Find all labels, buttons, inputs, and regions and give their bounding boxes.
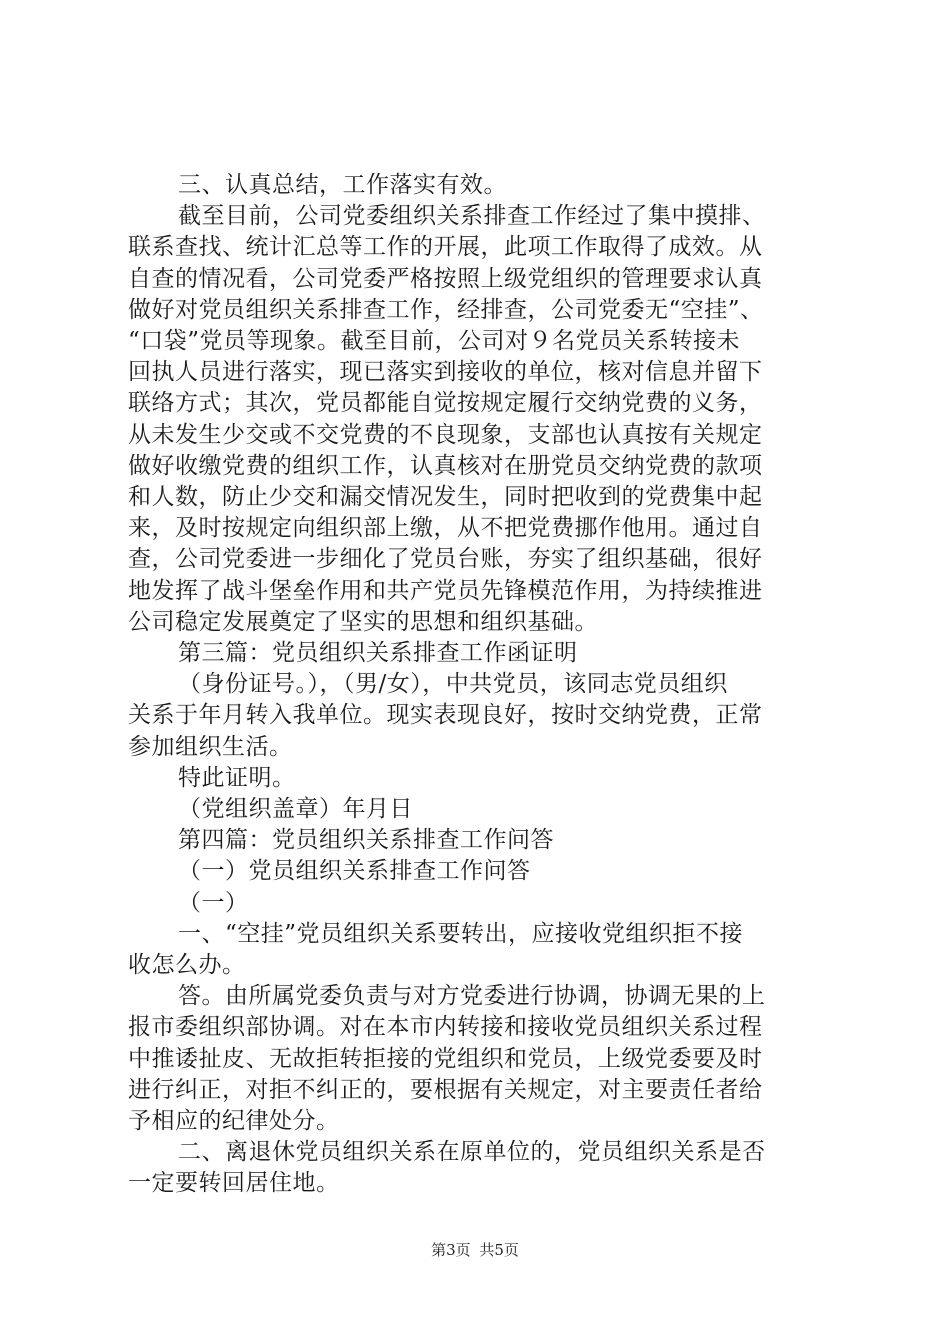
line-31: 二、离退休党员组织关系在原单位的，党员组织关系是否 xyxy=(178,1139,766,1166)
line-4: 做好对党员组织关系排查工作，经排查，公司党委无“空挂”、 xyxy=(128,296,764,323)
line-19: 特此证明。 xyxy=(178,764,296,791)
line-17: 关系于年月转入我单位。现实表现良好，按时交纳党费，正常 xyxy=(128,702,763,729)
line-7: 联络方式；其次，党员都能自觉按规定履行交纳党费的义务， xyxy=(128,390,763,417)
line-2: 联系查找、统计汇总等工作的开展，此项工作取得了成效。从 xyxy=(128,234,763,261)
line-22: （一）党员组织关系排查工作问答 xyxy=(178,858,531,885)
line-15: 第三篇：党员组织关系排查工作函证明 xyxy=(178,640,578,666)
line-3: 自查的情况看，公司党委严格按照上级党组织的管理要求认真 xyxy=(128,265,763,292)
line-28: 中推诿扯皮、无故拒转拒接的党组织和党员，上级党委要及时 xyxy=(128,1045,763,1072)
line-29: 进行纠正，对拒不纠正的，要根据有关规定，对主要责任者给 xyxy=(128,1076,763,1103)
line-26: 答。由所属党委负责与对方党委进行协调，协调无果的上 xyxy=(178,983,766,1010)
line-27: 报市委组织部协调。对在本市内转接和接收党员组织关系过程 xyxy=(128,1014,763,1041)
line-10: 和人数，防止少交和漏交情况发生，同时把收到的党费集中起 xyxy=(128,484,763,510)
page-number: 第3页 xyxy=(431,1241,471,1259)
line-1: 截至目前，公司党委组织关系排查工作经过了集中摸排、 xyxy=(178,203,766,230)
line-5: “口袋”党员等现象。截至目前，公司对９名党员关系转接未 xyxy=(128,328,741,354)
line-23: （一） xyxy=(178,889,249,916)
line-11: 来，及时按规定向组织部上缴，从不把党费挪作他用。通过自 xyxy=(128,515,763,542)
line-13: 地发挥了战斗堡垒作用和共产党员先锋模范作用，为持续推进 xyxy=(128,577,763,604)
line-30: 予相应的纪律处分。 xyxy=(128,1108,340,1134)
line-24: 一、“空挂”党员组织关系要转出，应接收党组织拒不接 xyxy=(178,920,744,947)
line-25: 收怎么办。 xyxy=(128,952,246,978)
page-total: 共5页 xyxy=(479,1241,519,1259)
line-21: 第四篇：党员组织关系排查工作问答 xyxy=(178,827,554,854)
line-16: （身份证号。），（男/女），中共党员，该同志党员组织 xyxy=(178,671,728,698)
line-8: 从未发生少交或不交党费的不良现象，支部也认真按有关规定 xyxy=(128,421,763,448)
line-6: 回执人员进行落实，现已落实到接收的单位，核对信息并留下 xyxy=(128,359,763,386)
line-14: 公司稳定发展奠定了坚实的思想和组织基础。 xyxy=(128,608,598,635)
line-32: 一定要转回居住地。 xyxy=(128,1170,340,1197)
line-9: 做好收缴党费的组织工作，认真核对在册党员交纳党费的款项 xyxy=(128,452,763,479)
page-footer xyxy=(0,1240,950,1260)
line-20: （党组织盖章）年月日 xyxy=(178,796,413,822)
line-0: 三、认真总结，工作落实有效。 xyxy=(178,172,507,198)
line-18: 参加组织生活。 xyxy=(128,733,293,760)
line-12: 查，公司党委进一步细化了党员台账，夯实了组织基础，很好 xyxy=(128,546,763,573)
